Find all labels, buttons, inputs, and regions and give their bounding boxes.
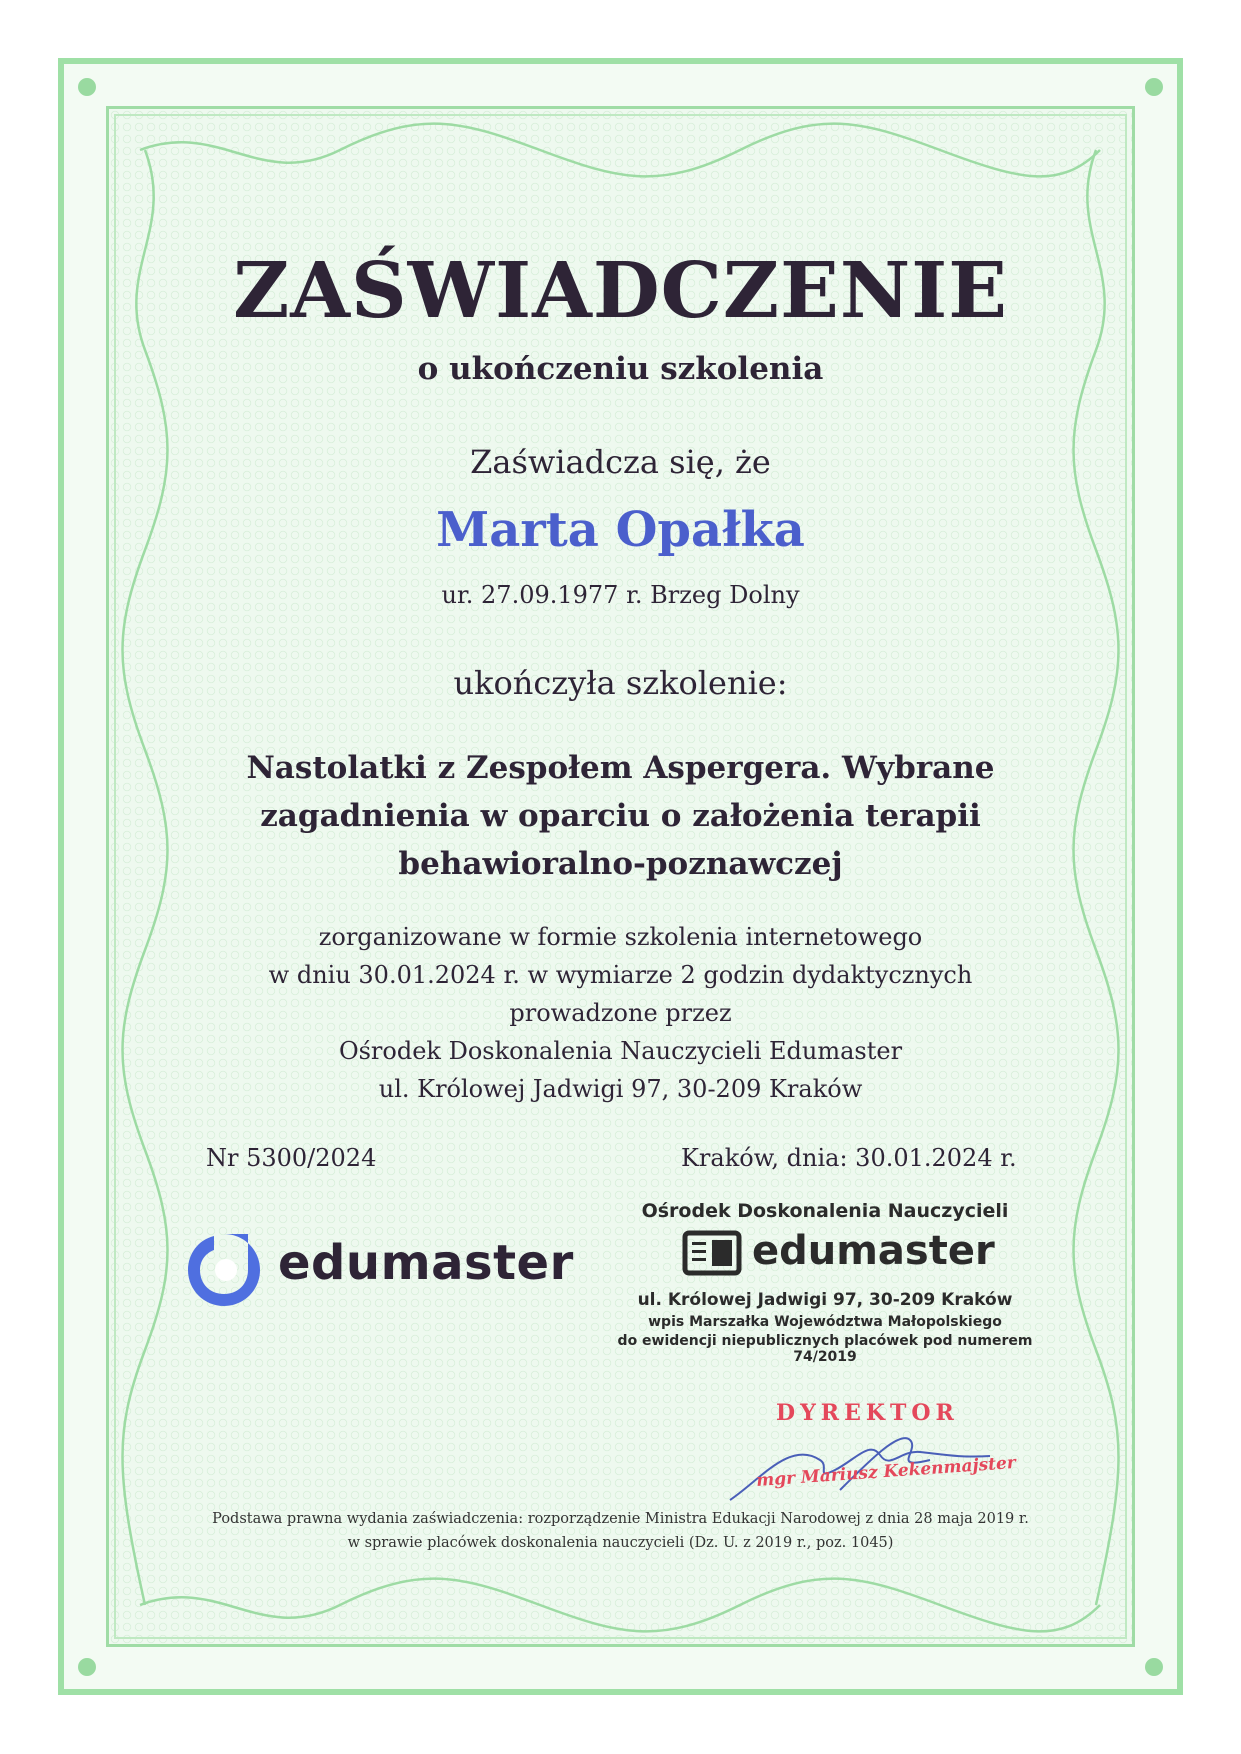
details-line: w dniu 30.01.2024 r. w wymiarze 2 godzin dydaktycznych xyxy=(268,961,973,989)
completed-text: ukończyła szkolenie: xyxy=(453,664,788,702)
stamp-logo-text: edumaster xyxy=(752,1228,995,1274)
edumaster-logo-text: edumaster xyxy=(278,1235,574,1291)
certificate-title: ZAŚWIADCZENIE xyxy=(233,246,1008,336)
edumaster-logo-icon xyxy=(184,1230,264,1310)
birth-info: ur. 27.09.1977 r. Brzeg Dolny xyxy=(441,581,800,609)
training-details xyxy=(0,918,1241,1108)
details-line: prowadzone przez xyxy=(509,999,732,1027)
course-title: Nastolatki z Zespołem Aspergera. Wybrane zagadnienia w oparciu o założenia terapii behawioralno-poznawczej xyxy=(246,750,995,882)
stamp-logo xyxy=(590,1228,1060,1280)
details-line: ul. Królowej Jadwigi 97, 30-209 Kraków xyxy=(378,1075,863,1103)
signer-name-stamp: mgr Mariusz Kekenmajster xyxy=(755,1452,1017,1492)
stamp-registry: wpis Marszałka Województwa Małopolskiego xyxy=(648,1314,1002,1330)
director-stamp: DYREKTOR xyxy=(776,1400,959,1426)
corner-rosette xyxy=(78,1658,96,1676)
stamp-address: ul. Królowej Jadwigi 97, 30-209 Kraków xyxy=(637,1290,1013,1310)
certify-text: Zaświadcza się, że xyxy=(470,443,771,481)
corner-rosette xyxy=(1145,78,1163,96)
stamp-registry-number: do ewidencji niepublicznych placówek pod numerem 74/2019 xyxy=(617,1333,1033,1365)
place-date: Kraków, dnia: 30.01.2024 r. xyxy=(681,1144,1017,1172)
legal-basis-note: Podstawa prawna wydania zaświadczenia: rozporządzenie Ministra Edukacji Narodowej z dnia 28 maja 2019 r. w sprawie placówek doskonalenia nauczycieli (Dz. U. z 2019 r., poz. 1045) xyxy=(212,1511,1029,1551)
corner-rosette xyxy=(1145,1658,1163,1676)
stamp-institution-name: Ośrodek Doskonalenia Nauczycieli xyxy=(641,1200,1009,1222)
corner-rosette xyxy=(78,78,96,96)
institution-stamp xyxy=(590,1200,1060,1365)
certificate-number: Nr 5300/2024 xyxy=(206,1144,377,1172)
certificate-subtitle: o ukończeniu szkolenia xyxy=(417,351,824,387)
book-icon xyxy=(682,1230,742,1278)
details-line: zorganizowane w formie szkolenia internetowego xyxy=(318,923,923,951)
details-line: Ośrodek Doskonalenia Nauczycieli Edumaster xyxy=(338,1037,903,1065)
recipient-name: Marta Opałka xyxy=(436,502,805,558)
